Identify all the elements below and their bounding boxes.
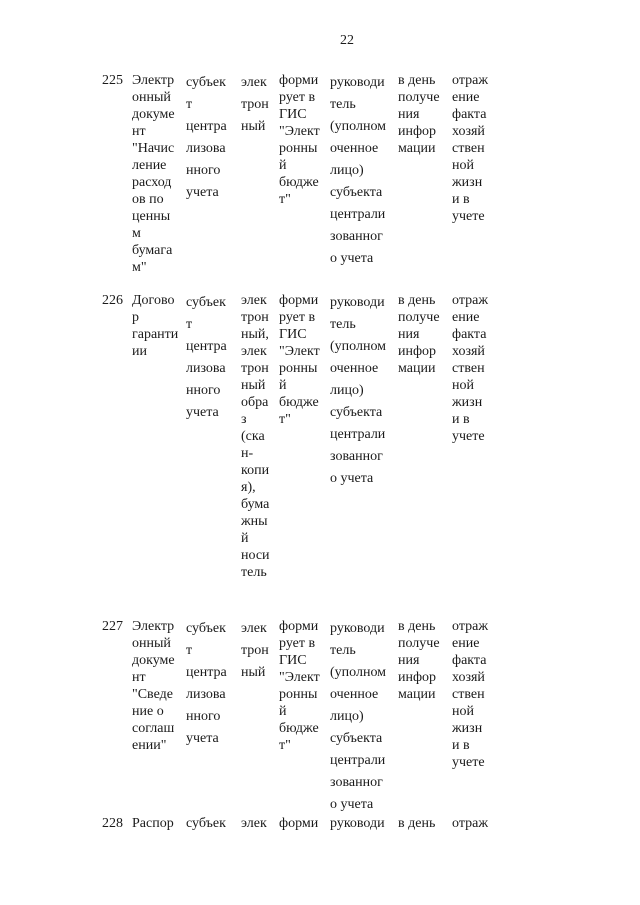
document-form: элек трон ный xyxy=(241,621,269,680)
document-subject: субъек т центра лизова нного учета xyxy=(186,295,227,420)
submission-term: в день получе ния инфор мации xyxy=(398,619,440,702)
document-purpose: отраж ение факта хозяй ствен ной жизн и в учете xyxy=(452,73,488,224)
formation-method: форми рует в ГИС "Элект ронны й бюдже т" xyxy=(279,73,320,207)
submission-term: в день xyxy=(398,816,436,831)
document-form: элек трон ный xyxy=(241,75,269,134)
submission-term: в день получе ния инфор мации xyxy=(398,73,440,156)
document-form: элек трон ный, элек трон ный обра з (ска н- копи я), бума жны й носи тель xyxy=(241,293,270,580)
document-name: Догово р гаранти ии xyxy=(132,293,179,359)
formation-method: форми рует в ГИС "Элект ронны й бюдже т" xyxy=(279,619,320,753)
document-purpose: отраж ение факта хозяй ствен ной жизн и в учете xyxy=(452,293,488,444)
document-subject: субъек т центра лизова нного учета xyxy=(186,621,227,746)
row-number: 226 xyxy=(102,293,123,308)
formation-method: форми рует в ГИС "Элект ронны й бюдже т" xyxy=(279,293,320,427)
document-name: Электр онный докуме нт "Начис ление расход ов по ценны м бумага м" xyxy=(132,73,175,275)
responsible-person: руководи тель (уполном оченное лицо) субъекта централи зованног о учета xyxy=(330,621,387,812)
responsible-person: руководи тель (уполном оченное лицо) субъекта централи зованног о учета xyxy=(330,295,387,486)
document-name: Распор xyxy=(132,816,174,831)
document-name: Электр онный докуме нт "Сведе ние о соглаш ении" xyxy=(132,619,175,753)
responsible-person: руководи тель (уполном оченное лицо) субъекта централи зованног о учета xyxy=(330,75,387,266)
row-number: 228 xyxy=(102,816,123,831)
submission-term: в день получе ния инфор мации xyxy=(398,293,440,376)
page-number: 22 xyxy=(340,33,354,48)
document-purpose: отраж ение факта хозяй ствен ной жизн и в учете xyxy=(452,619,488,770)
document-form: элек xyxy=(241,816,267,831)
document-subject: субъек xyxy=(186,816,226,831)
formation-method: форми xyxy=(279,816,319,831)
responsible-person: руководи xyxy=(330,816,385,831)
document-subject: субъек т центра лизова нного учета xyxy=(186,75,227,200)
row-number: 225 xyxy=(102,73,123,88)
document-purpose: отраж xyxy=(452,816,488,831)
row-number: 227 xyxy=(102,619,123,634)
